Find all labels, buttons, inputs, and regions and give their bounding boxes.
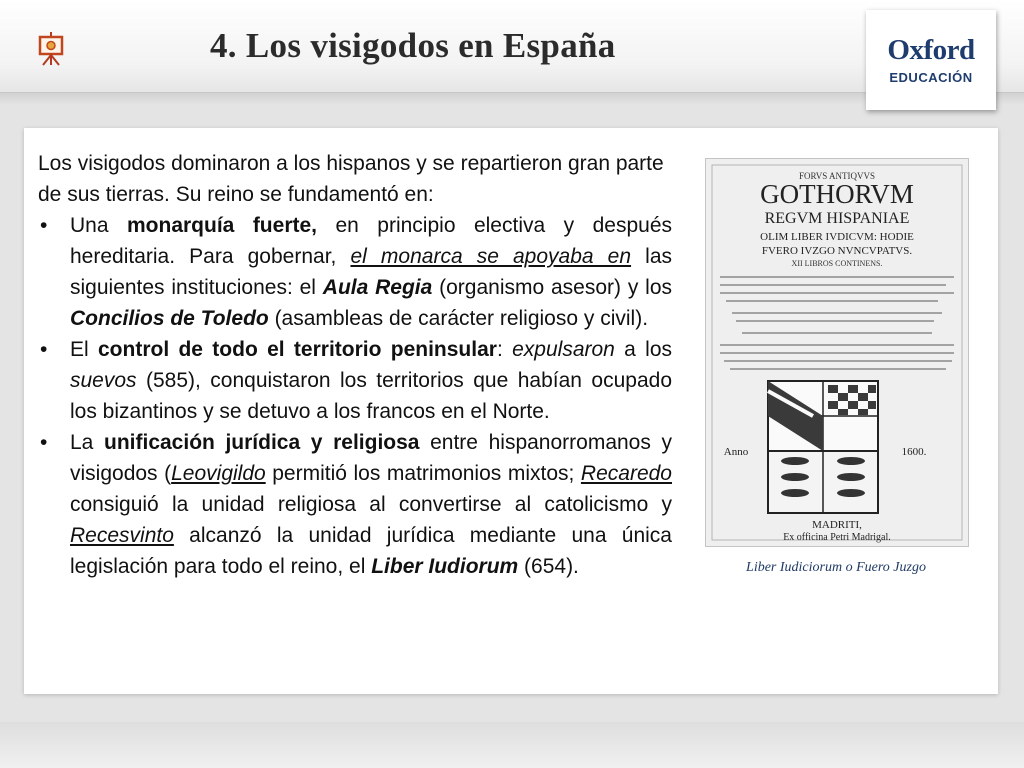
footer-band xyxy=(0,722,1024,768)
bullet-dot: • xyxy=(40,214,48,237)
text-segment: control de todo el territorio peninsular xyxy=(98,338,497,361)
book-line-5: FVERO IVZGO NVNCVPATVS. xyxy=(761,245,913,257)
text-segment: (654). xyxy=(518,555,579,578)
text-segment: (organismo asesor) y los xyxy=(432,276,672,299)
text-segment: entre hispanorromanos y visigodos ( xyxy=(70,431,672,485)
book-printer: Ex officina Petri Madrigal. xyxy=(783,532,891,543)
book-line-4: OLIM LIBER IVDICVM: HODIE xyxy=(760,231,914,243)
text-segment: Aula Regia xyxy=(322,276,433,299)
text-segment: Recaredo xyxy=(580,462,672,485)
book-line-1: FORVS ANTIQVVS xyxy=(798,171,876,181)
bullet-item xyxy=(38,334,672,427)
logo-line-2: EDUCACIÓN xyxy=(889,70,973,85)
book-line-3: REGVM HISPANIAE xyxy=(764,210,910,227)
text-segment: las siguientes instituciones: el xyxy=(70,245,672,299)
presentation-board-icon xyxy=(38,31,64,67)
bullet-item xyxy=(38,427,672,582)
bullet-list xyxy=(38,210,672,582)
text-segment: (asambleas de carácter religioso y civil). xyxy=(268,307,649,330)
figure-caption: Liber Iudiciorum o Fuero Juzgo xyxy=(746,560,926,575)
book-year: 1600. xyxy=(901,446,927,458)
text-segment: Leovigildo xyxy=(171,462,266,485)
text-segment: Una xyxy=(70,214,127,237)
main-text xyxy=(38,148,672,582)
text-segment: unificación jurídica y religiosa xyxy=(104,431,420,454)
book-line-6: XII LIBROS CONTINENS. xyxy=(791,259,883,268)
text-segment: El xyxy=(70,338,98,361)
oxford-logo xyxy=(866,10,996,110)
text-segment: Concilios de Toledo xyxy=(70,307,269,330)
text-segment: consiguió la unidad religiosa al convertirse al catolicismo y xyxy=(70,493,672,516)
bullet-dot: • xyxy=(40,431,48,454)
text-segment: : xyxy=(496,338,513,361)
text-segment: Liber Iudiorum xyxy=(371,555,519,578)
text-segment: alcanzó la unidad jurídica mediante una única legislación para todo el reino, el xyxy=(70,524,672,578)
text-segment: La xyxy=(70,431,104,454)
text-segment: el monarca se apoyaba en xyxy=(350,245,632,268)
bullet-dot: • xyxy=(40,338,48,361)
intro-paragraph: Los visigodos dominaron a los hispanos y se repartieron gran parte de sus tierras. Su reino se fundamentó en: xyxy=(38,152,664,206)
text-segment: a los xyxy=(614,338,673,361)
text-segment: en principio electiva y después hereditaria. Para gobernar, xyxy=(70,214,672,268)
text-segment: suevos xyxy=(70,369,137,392)
book-year-label: Anno xyxy=(723,446,749,458)
book-city: MADRITI, xyxy=(812,519,862,531)
book-line-2: GOTHORVM xyxy=(760,179,914,209)
text-segment: Recesvinto xyxy=(70,524,174,547)
book-cover-illustration xyxy=(706,159,968,546)
text-segment: permitió los matrimonios mixtos; xyxy=(265,462,581,485)
text-segment: (585), conquistaron los territorios que habían ocupado los bizantinos y se detuvo a los francos en el Norte. xyxy=(70,369,672,423)
text-segment: expulsaron xyxy=(512,338,615,361)
bullet-item xyxy=(38,210,672,334)
logo-line-1: Oxford xyxy=(887,34,975,66)
page-title: 4. Los visigodos en España xyxy=(210,26,616,65)
text-segment: monarquía fuerte, xyxy=(127,214,317,237)
book-cover-image xyxy=(705,158,969,547)
